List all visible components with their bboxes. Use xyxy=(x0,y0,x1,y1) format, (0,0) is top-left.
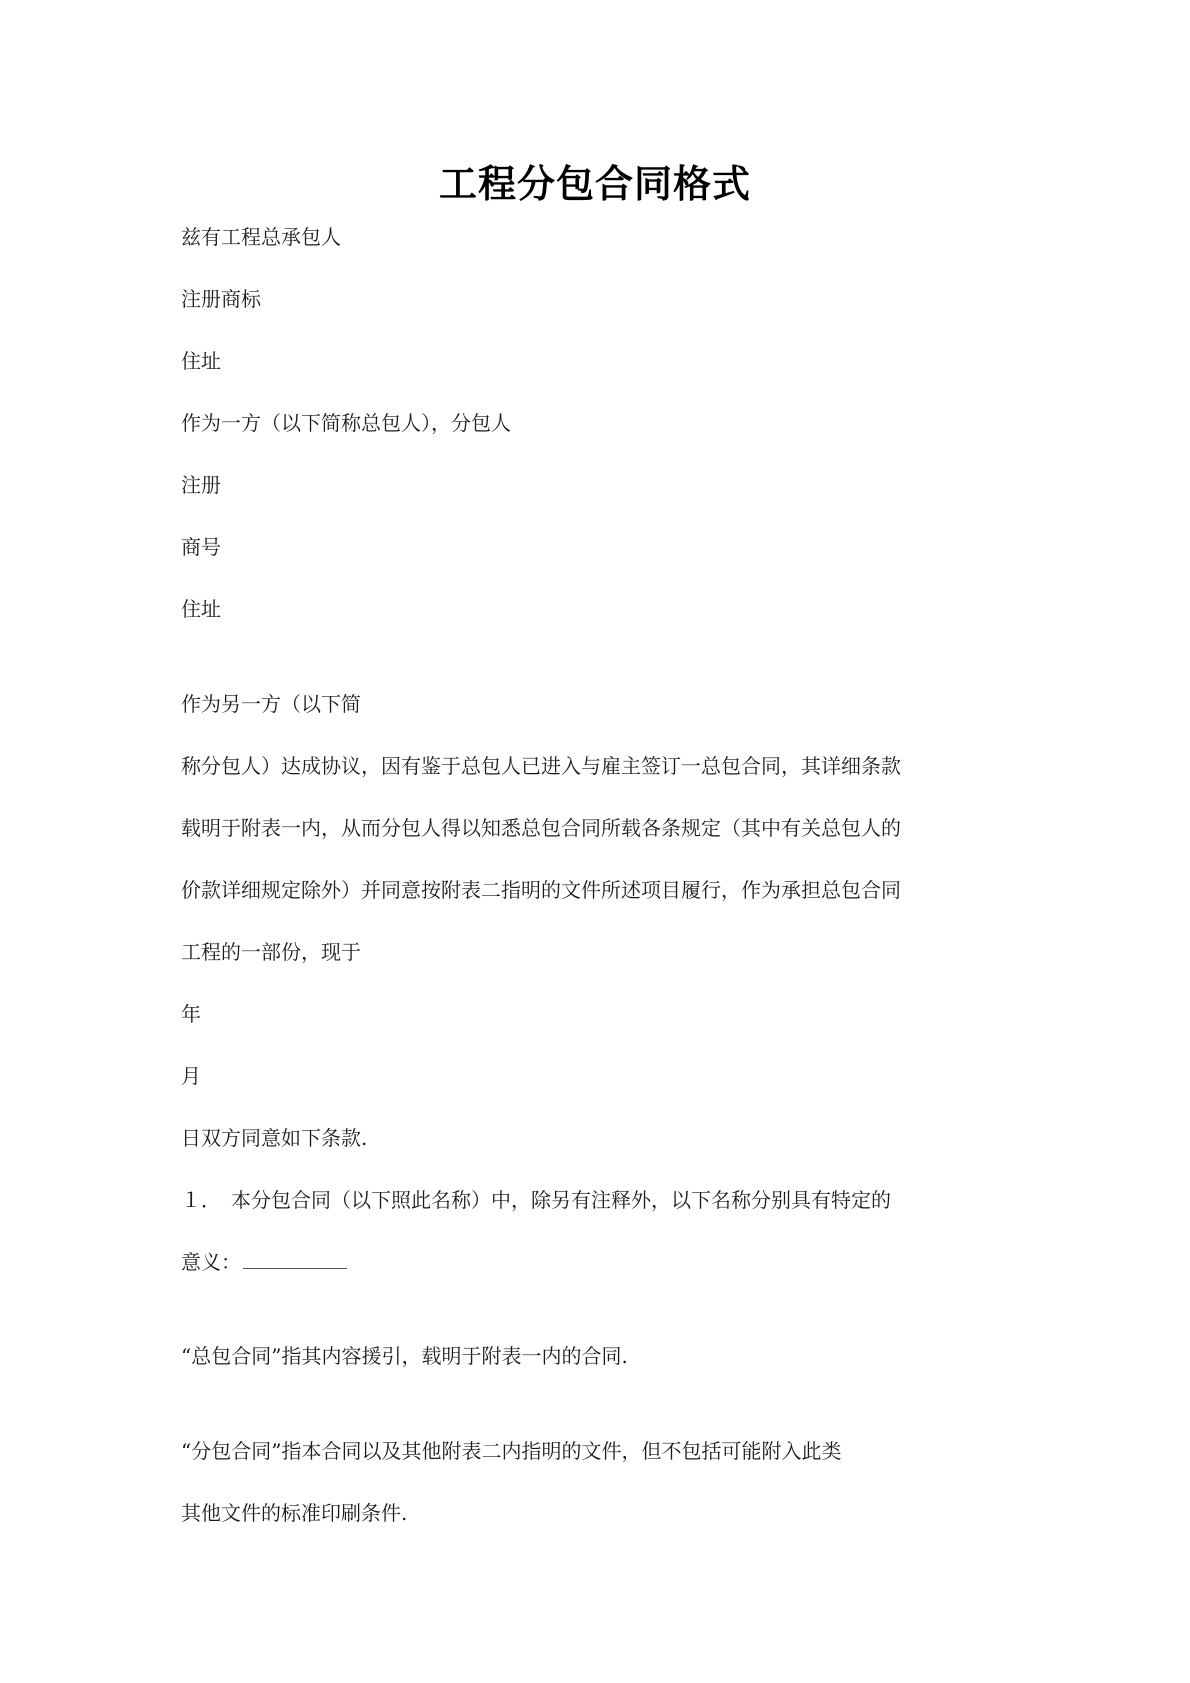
document-title: 工程分包合同格式 xyxy=(438,161,751,206)
definition-label: 意义： xyxy=(181,1250,241,1274)
definition-main-contract: “总包合同”指其内容援引，载明于附表一内的合同. xyxy=(181,1344,628,1368)
paragraph-line: 兹有工程总承包人 xyxy=(181,225,341,249)
paragraph-line: 其他文件的标准印刷条件. xyxy=(181,1501,408,1525)
paragraph-line: 年 xyxy=(181,1002,201,1026)
paragraph-line: 价款详细规定除外）并同意按附表二指明的文件所述项目履行，作为承担总包合同 xyxy=(181,878,901,902)
paragraph-line: 作为一方（以下简称总包人），分包人 xyxy=(181,411,511,435)
paragraph-line: 日双方同意如下条款. xyxy=(181,1126,368,1150)
paragraph-line: 工程的一部份，现于 xyxy=(181,940,361,964)
paragraph-line: 称分包人）达成协议，因有鉴于总包人已进入与雇主签订一总包合同，其详细条款 xyxy=(181,754,901,778)
definition-subcontract: “分包合同”指本合同以及其他附表二内指明的文件，但不包括可能附入此类 xyxy=(181,1439,842,1463)
paragraph-line: 作为另一方（以下简 xyxy=(181,692,361,716)
paragraph-line: 住址 xyxy=(181,349,221,373)
paragraph-line: 注册 xyxy=(181,473,221,497)
clause-1-line: １． 本分包合同（以下照此名称）中，除另有注释外，以下名称分别具有特定的 xyxy=(181,1188,891,1212)
paragraph-line: 商号 xyxy=(181,535,221,559)
paragraph-line: 月 xyxy=(181,1064,201,1088)
paragraph-line: 载明于附表一内，从而分包人得以知悉总包合同所载各条规定（其中有关总包人的 xyxy=(181,816,901,840)
paragraph-line: 住址 xyxy=(181,597,221,621)
paragraph-line: 注册商标 xyxy=(181,287,261,311)
definition-intro xyxy=(181,1248,347,1276)
fill-in-blank xyxy=(243,1248,347,1269)
